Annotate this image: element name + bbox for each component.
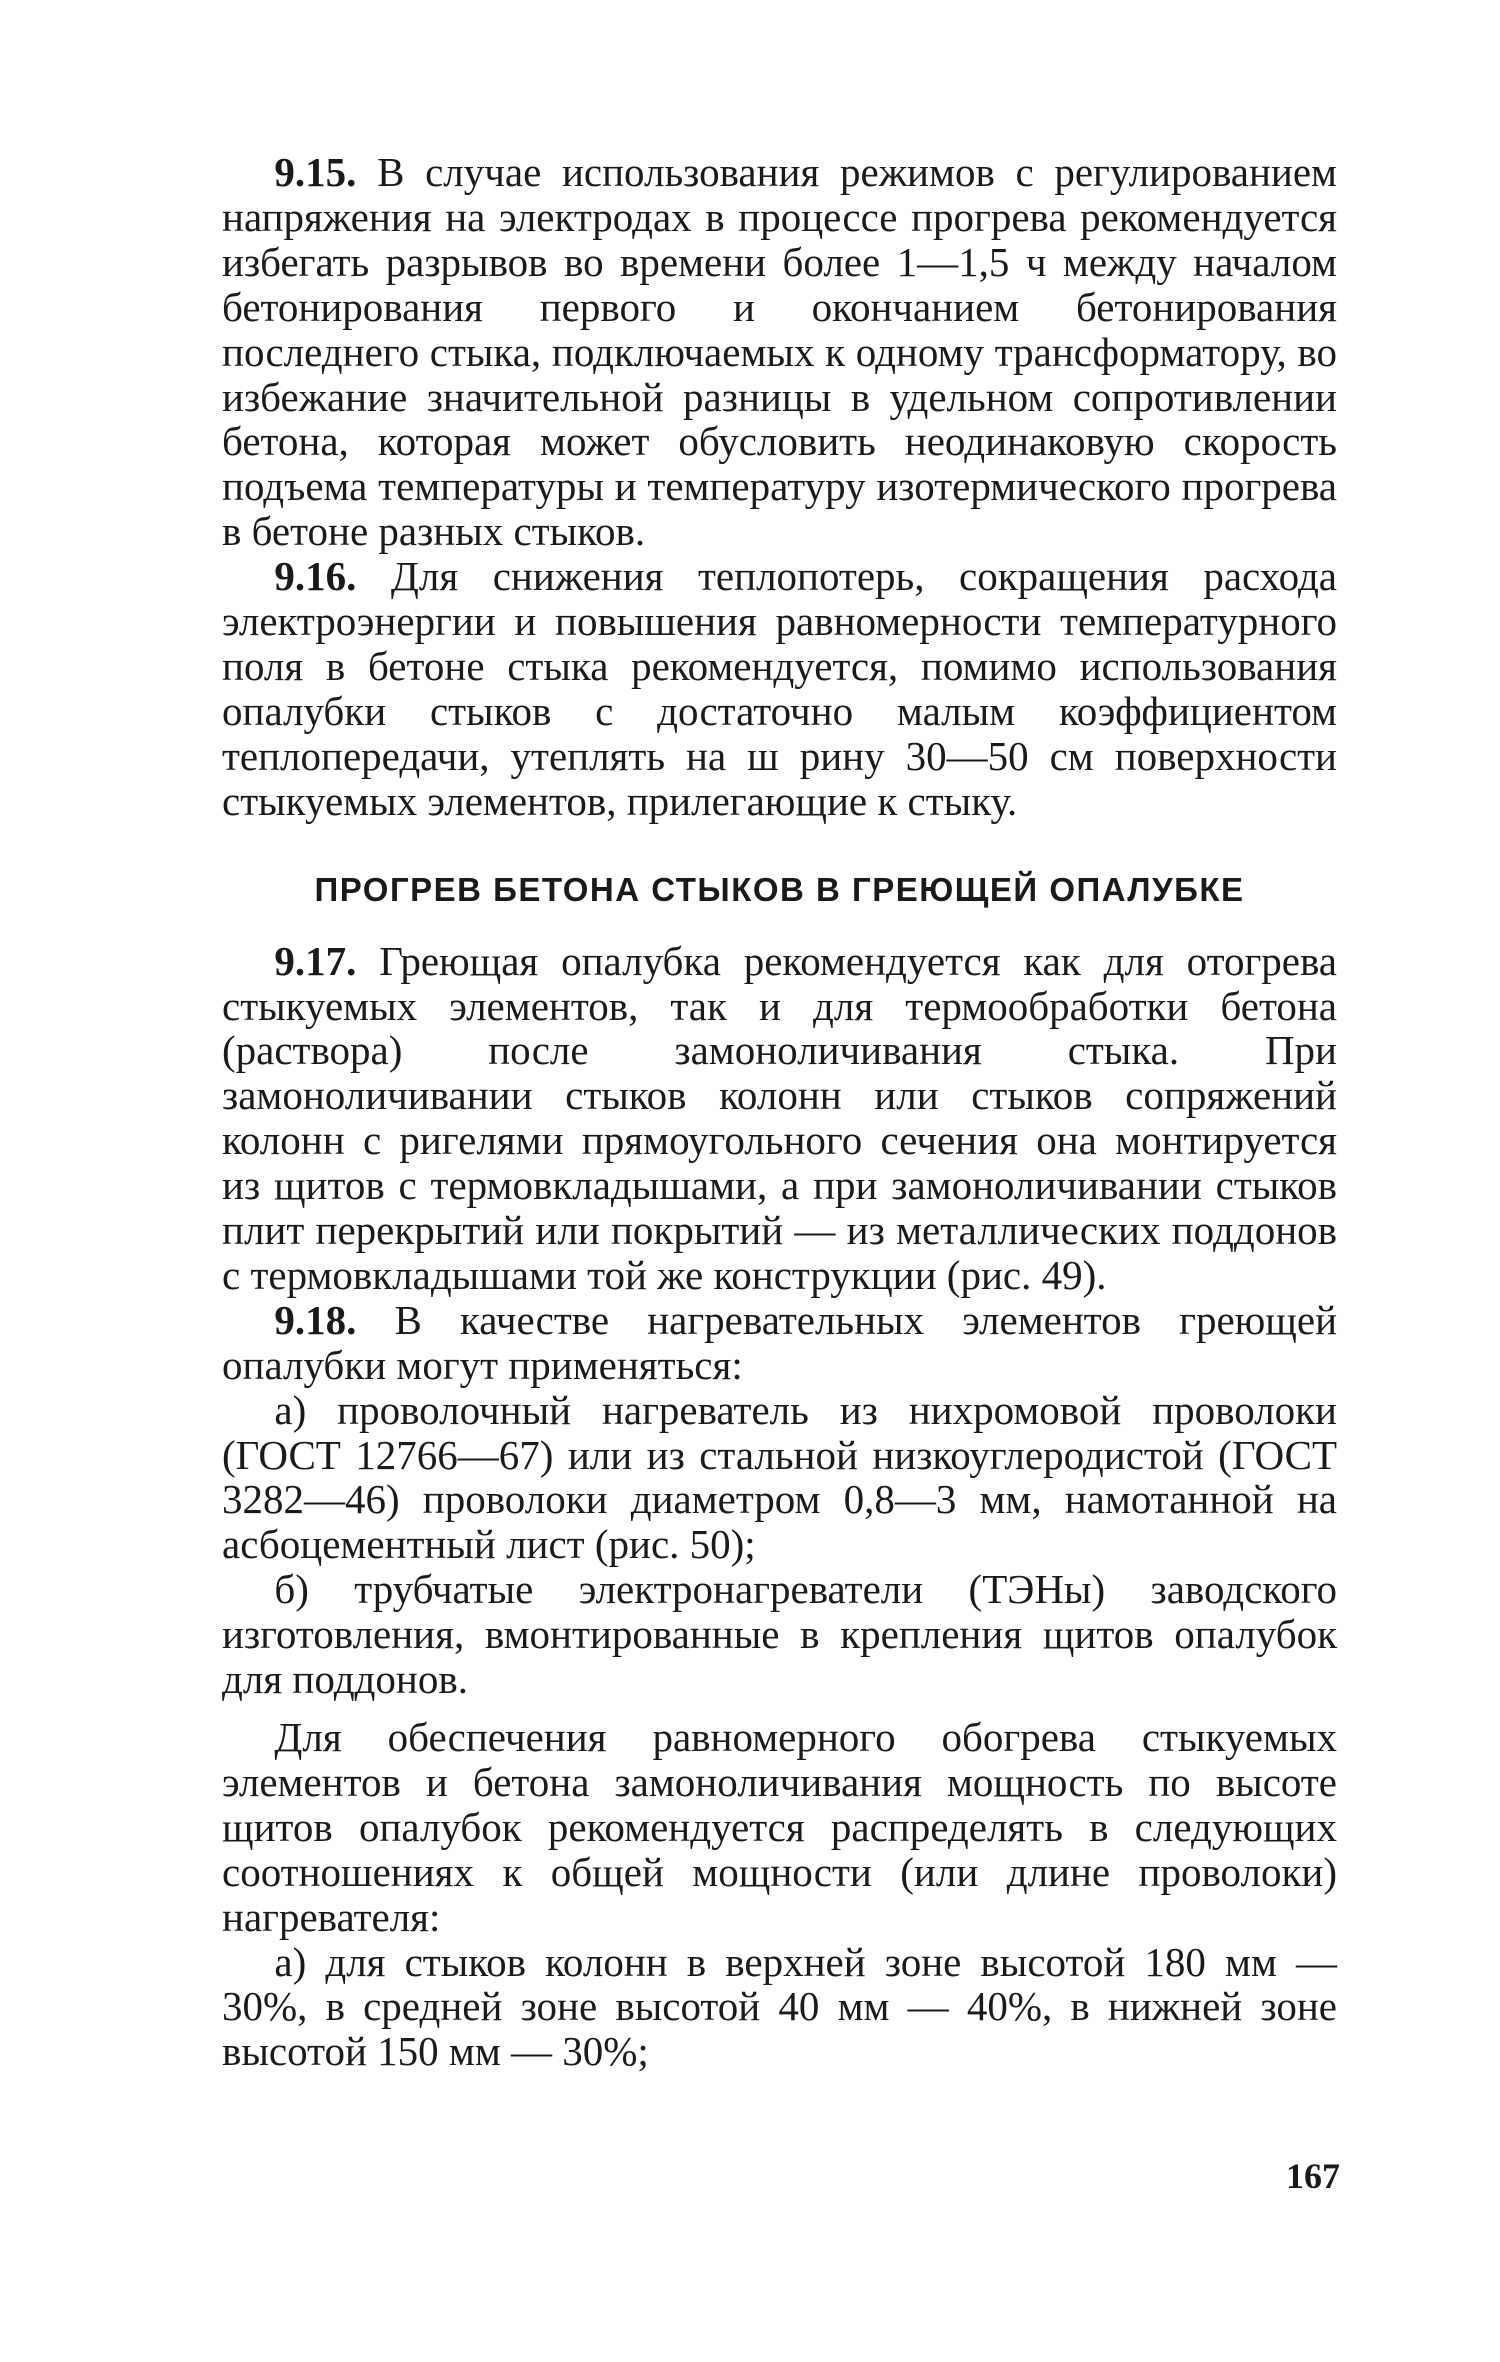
paragraph-9-15	[222, 150, 1337, 554]
paragraph-distribution: Для обеспечения равномерного обогрева стыкуемых элементов и бетона замоноличивания мощность по высоте щитов опалубок рекомендуется распределять в следующих соотношениях к общей мощности (или длине проволоки) нагревателя:	[222, 1714, 1337, 1940]
paragraph-9-18	[222, 1298, 1337, 1388]
list-item-a: а) проволочный нагреватель из нихромовой проволоки (ГОСТ 12766—67) или из стальной низкоуглеродистой (ГОСТ 3282—46) проволоки диаметром 0,8—3 мм, намотанной на асбоцементный лист (рис. 50);	[222, 1386, 1337, 1568]
section-heading: ПРОГРЕВ БЕТОНА СТЫКОВ В ГРЕЮЩЕЙ ОПАЛУБКЕ	[314, 870, 1245, 908]
paragraph-text: В качестве нагревательных элементов греющей опалубки могут применяться:	[222, 1296, 1338, 1388]
page-number: 167	[1286, 2156, 1340, 2196]
paragraph-text: В случае использования режимов с регулированием напряжения на электродах в процессе прогрева рекомендуется избегать разрывов во времени более 1—1,5 ч между началом бетонирования первого и окончанием бетонирования последнего стыка, подключаемых к одному трансформатору, во избежание значительной разницы в удельном сопротивлении бетона, которая может обусловить неодинаковую скорость подъема температуры и температуру изотермического прогрева в бетоне разных стыков.	[222, 149, 1338, 555]
paragraph-9-16	[222, 554, 1337, 823]
paragraph-text: Греющая опалубка рекомендуется как для отогрева стыкуемых элементов, так и для термообработки бетона (раствора) после замоноличивания стыка. При замоноличивании стыков колонн или стыков сопряжений колонн с ригелями прямоугольного сечения она монтируется из щитов с термовкладышами, а при замоноличивании стыков плит перекрытий или покрытий — из металлических поддонов с термовкладышами той же конструкции (рис. 49).	[222, 937, 1337, 1298]
clause-number: 9.17.	[274, 937, 357, 984]
clause-number: 9.16.	[274, 553, 357, 600]
clause-number: 9.15.	[274, 149, 357, 195]
page-body	[222, 150, 1337, 2074]
paragraph-text: Для снижения теплопотерь, сокращения расхода электроэнергии и повышения равномерности температурного поля в бетоне стыка рекомендуется, помимо использования опалубки стыков с достаточно малым коэффициентом теплопередачи, утеплять на ш рину 30—50 см поверхности стыкуемых элементов, прилегающие к стыку.	[222, 553, 1337, 824]
clause-number: 9.18.	[274, 1296, 357, 1343]
list-item-b: б) трубчатые электронагреватели (ТЭНы) заводского изготовления, вмонтированные в крепления щитов опалубок для поддонов.	[222, 1566, 1337, 1703]
list-item-a-columns: а) для стыков колонн в верхней зоне высотой 180 мм — 30%, в средней зоне высотой 40 мм — 40%, в нижней зоне высотой 150 мм — 30%;	[222, 1938, 1337, 2075]
paragraph-9-17	[222, 939, 1337, 1298]
